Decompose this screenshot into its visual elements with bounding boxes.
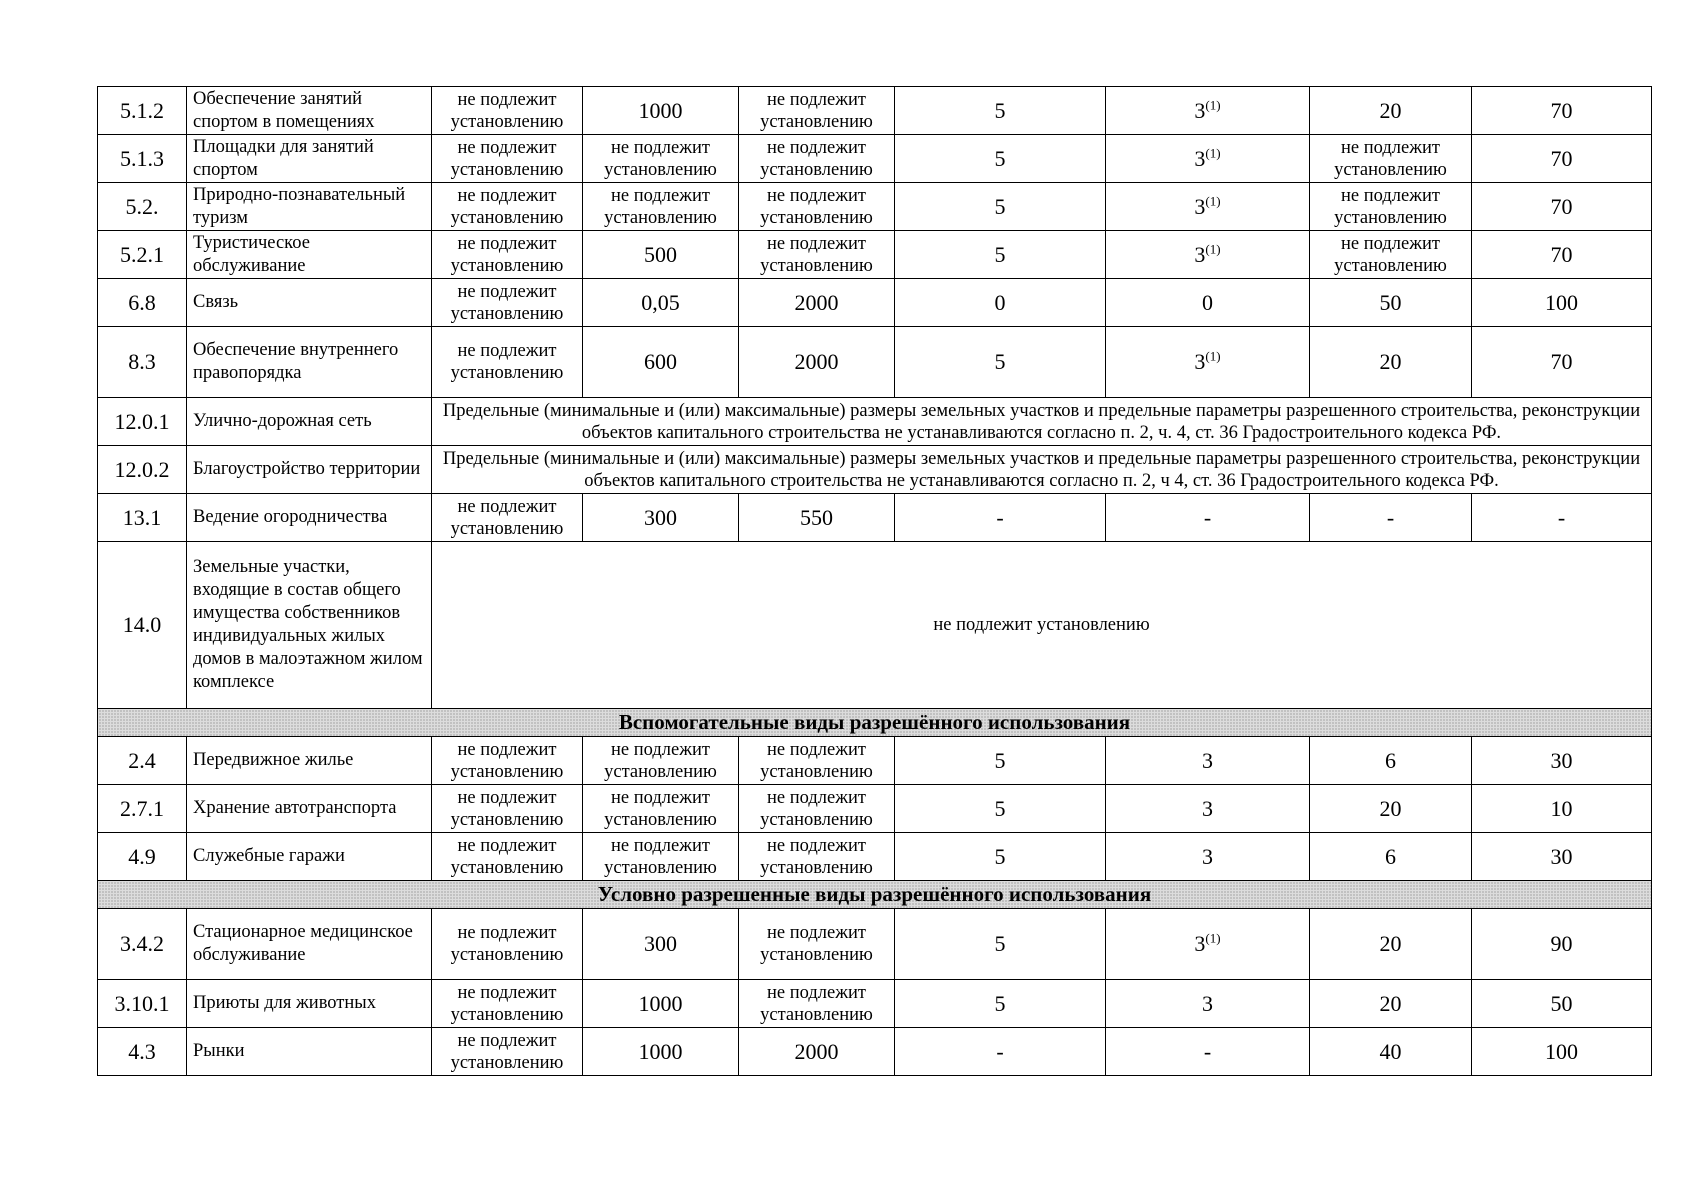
param-cell-7 — [1106, 279, 1310, 327]
param-cell-9: 50 — [1472, 980, 1652, 1028]
param-cell-3: не подлежит установлению — [432, 327, 583, 398]
param-cell-4: 1000 — [583, 980, 739, 1028]
param-cell-3: не подлежит установлению — [432, 183, 583, 231]
row-name-cell: Передвижное жилье — [187, 737, 432, 785]
param-cell-5: не подлежит установлению — [739, 980, 895, 1028]
table-row — [98, 909, 1652, 980]
param-cell-8: 20 — [1310, 87, 1472, 135]
param-cell-4: 600 — [583, 327, 739, 398]
param-cell-7 — [1106, 909, 1310, 980]
param-cell-5: не подлежит установлению — [739, 231, 895, 279]
param-cell-9: 90 — [1472, 909, 1652, 980]
row-name-cell: Хранение автотранспорта — [187, 785, 432, 833]
param-cell-6: 5 — [895, 231, 1106, 279]
param-cell-8: 20 — [1310, 909, 1472, 980]
param-value: - — [1203, 504, 1212, 530]
param-cell-9: 10 — [1472, 785, 1652, 833]
param-value: 0 — [1202, 289, 1213, 315]
param-cell-8: 6 — [1310, 737, 1472, 785]
param-cell-5: не подлежит установлению — [739, 909, 895, 980]
param-cell-4: 300 — [583, 494, 739, 542]
param-cell-8: 20 — [1310, 785, 1472, 833]
table-row — [98, 135, 1652, 183]
param-cell-6: 5 — [895, 785, 1106, 833]
param-cell-6: 0 — [895, 279, 1106, 327]
footnote-marker: (1) — [1205, 930, 1221, 946]
param-value: 3 — [1194, 349, 1206, 374]
param-cell-3: не подлежит установлению — [432, 909, 583, 980]
table-row — [98, 279, 1652, 327]
param-cell-8: - — [1310, 494, 1472, 542]
row-name-cell: Стационарное медицинское обслуживание — [187, 909, 432, 980]
row-name-cell: Служебные гаражи — [187, 833, 432, 881]
param-value: 3 — [1194, 145, 1206, 171]
table-row — [98, 833, 1652, 881]
param-value: 3 — [1194, 97, 1206, 123]
param-value: 3 — [1202, 990, 1213, 1016]
param-cell-9: 100 — [1472, 1028, 1652, 1076]
param-value: 3 — [1194, 931, 1206, 956]
param-cell-6: 5 — [895, 135, 1106, 183]
param-value: - — [1203, 1038, 1212, 1064]
section-header-auxiliary — [98, 709, 1652, 737]
param-cell-4: 1000 — [583, 87, 739, 135]
row-code-cell: 6.8 — [98, 279, 187, 327]
param-cell-4: 500 — [583, 231, 739, 279]
param-value: 3 — [1202, 795, 1213, 821]
param-cell-6: 5 — [895, 183, 1106, 231]
param-cell-8: 50 — [1310, 279, 1472, 327]
row-code-cell: 8.3 — [98, 327, 187, 398]
row-name-cell: Ведение огородничества — [187, 494, 432, 542]
table-row — [98, 327, 1652, 398]
param-value: 3 — [1202, 843, 1213, 869]
param-cell-4: 1000 — [583, 1028, 739, 1076]
param-cell-9: 70 — [1472, 183, 1652, 231]
row-name-cell: Благоустройство территории — [187, 446, 432, 494]
param-cell-6: 5 — [895, 909, 1106, 980]
param-cell-9: 100 — [1472, 279, 1652, 327]
param-cell-9: 30 — [1472, 833, 1652, 881]
param-cell-6: 5 — [895, 980, 1106, 1028]
table-row — [98, 231, 1652, 279]
param-cell-9: 70 — [1472, 231, 1652, 279]
row-code-cell: 3.4.2 — [98, 909, 187, 980]
param-cell-6: 5 — [895, 327, 1106, 398]
row-code-cell: 12.0.1 — [98, 398, 187, 446]
param-cell-5: не подлежит установлению — [739, 87, 895, 135]
param-cell-7 — [1106, 183, 1310, 231]
param-cell-7 — [1106, 785, 1310, 833]
table-row — [98, 737, 1652, 785]
section-title: Условно разрешенные виды разрешённого использования — [98, 881, 1652, 909]
param-cell-8: 20 — [1310, 980, 1472, 1028]
param-cell-4: не подлежит установлению — [583, 737, 739, 785]
param-cell-3: не подлежит установлению — [432, 980, 583, 1028]
param-cell-3: не подлежит установлению — [432, 494, 583, 542]
param-cell-6: 5 — [895, 737, 1106, 785]
footnote-marker: (1) — [1205, 348, 1221, 364]
param-cell-7 — [1106, 833, 1310, 881]
param-cell-5: 2000 — [739, 327, 895, 398]
param-cell-7 — [1106, 87, 1310, 135]
param-cell-6: 5 — [895, 833, 1106, 881]
row-name-cell: Обеспечение занятий спортом в помещениях — [187, 87, 432, 135]
footnote-marker: (1) — [1205, 241, 1221, 257]
param-cell-4: не подлежит установлению — [583, 135, 739, 183]
regulations-table — [97, 86, 1652, 1076]
row-name-cell: Туристическое обслуживание — [187, 231, 432, 279]
param-cell-9: 70 — [1472, 135, 1652, 183]
row-name-cell: Приюты для животных — [187, 980, 432, 1028]
table-row — [98, 785, 1652, 833]
param-cell-5: не подлежит установлению — [739, 183, 895, 231]
param-cell-6: - — [895, 1028, 1106, 1076]
param-cell-8: 20 — [1310, 327, 1472, 398]
param-cell-3: не подлежит установлению — [432, 135, 583, 183]
table-row — [98, 980, 1652, 1028]
param-cell-8: не подлежит установлению — [1310, 135, 1472, 183]
footnote-marker: (1) — [1205, 193, 1221, 209]
param-value: 3 — [1202, 747, 1213, 773]
param-cell-4: 0,05 — [583, 279, 739, 327]
param-cell-8: 6 — [1310, 833, 1472, 881]
param-cell-3: не подлежит установлению — [432, 231, 583, 279]
param-cell-3: не подлежит установлению — [432, 737, 583, 785]
param-cell-3: не подлежит установлению — [432, 87, 583, 135]
param-cell-4: не подлежит установлению — [583, 183, 739, 231]
row-code-cell: 5.1.3 — [98, 135, 187, 183]
table-body — [98, 87, 1652, 1076]
param-cell-5: не подлежит установлению — [739, 737, 895, 785]
row-code-cell: 13.1 — [98, 494, 187, 542]
merged-note-cell: Предельные (минимальные и (или) максимальные) размеры земельных участков и предельные параметры разрешенного строительства, реконструкции объектов капитального строительства не устанавливаются согласно п. 2, ч 4, ст. 36 Градостроительного кодекса РФ. — [432, 446, 1652, 494]
param-cell-7 — [1106, 231, 1310, 279]
row-code-cell: 5.1.2 — [98, 87, 187, 135]
param-cell-3: не подлежит установлению — [432, 833, 583, 881]
row-code-cell: 4.9 — [98, 833, 187, 881]
param-cell-9: 30 — [1472, 737, 1652, 785]
param-cell-6: 5 — [895, 87, 1106, 135]
row-code-cell: 12.0.2 — [98, 446, 187, 494]
table-row — [98, 87, 1652, 135]
param-cell-9: 70 — [1472, 87, 1652, 135]
row-code-cell: 5.2. — [98, 183, 187, 231]
table-row — [98, 183, 1652, 231]
table-row — [98, 494, 1652, 542]
footnote-marker: (1) — [1205, 97, 1221, 113]
param-cell-4: не подлежит установлению — [583, 833, 739, 881]
row-code-cell: 3.10.1 — [98, 980, 187, 1028]
row-code-cell: 5.2.1 — [98, 231, 187, 279]
merged-note-cell: Предельные (минимальные и (или) максимальные) размеры земельных участков и предельные параметры разрешенного строительства, реконструкции объектов капитального строительства не устанавливаются согласно п. 2, ч. 4, ст. 36 Градостроительного кодекса РФ. — [432, 398, 1652, 446]
merged-note-cell: не подлежит установлению — [432, 542, 1652, 709]
row-name-cell: Улично-дорожная сеть — [187, 398, 432, 446]
param-cell-5: 2000 — [739, 1028, 895, 1076]
row-name-cell: Земельные участки, входящие в состав общего имущества собственников индивидуальных жилых домов в малоэтажном жилом комплексе — [187, 542, 432, 709]
param-cell-3: не подлежит установлению — [432, 1028, 583, 1076]
param-cell-4: не подлежит установлению — [583, 785, 739, 833]
footnote-marker: (1) — [1205, 145, 1221, 161]
param-cell-8: 40 — [1310, 1028, 1472, 1076]
param-cell-5: 550 — [739, 494, 895, 542]
param-value: 3 — [1194, 193, 1206, 219]
param-cell-3: не подлежит установлению — [432, 785, 583, 833]
param-cell-7 — [1106, 1028, 1310, 1076]
section-title: Вспомогательные виды разрешённого использования — [98, 709, 1652, 737]
param-cell-6: - — [895, 494, 1106, 542]
param-cell-5: не подлежит установлению — [739, 135, 895, 183]
table-row — [98, 1028, 1652, 1076]
param-cell-7 — [1106, 737, 1310, 785]
row-name-cell: Площадки для занятий спортом — [187, 135, 432, 183]
table-row — [98, 542, 1652, 709]
table-row — [98, 398, 1652, 446]
param-cell-8: не подлежит установлению — [1310, 183, 1472, 231]
row-code-cell: 14.0 — [98, 542, 187, 709]
param-cell-7 — [1106, 980, 1310, 1028]
param-cell-7 — [1106, 327, 1310, 398]
param-cell-3: не подлежит установлению — [432, 279, 583, 327]
param-cell-4: 300 — [583, 909, 739, 980]
param-cell-5: не подлежит установлению — [739, 833, 895, 881]
row-code-cell: 2.4 — [98, 737, 187, 785]
row-name-cell: Природно-познавательный туризм — [187, 183, 432, 231]
table-row — [98, 446, 1652, 494]
param-cell-9: - — [1472, 494, 1652, 542]
param-cell-7 — [1106, 494, 1310, 542]
param-value: 3 — [1194, 241, 1206, 267]
param-cell-9: 70 — [1472, 327, 1652, 398]
param-cell-7 — [1106, 135, 1310, 183]
row-name-cell: Рынки — [187, 1028, 432, 1076]
section-header-conditional — [98, 881, 1652, 909]
param-cell-5: не подлежит установлению — [739, 785, 895, 833]
row-name-cell: Связь — [187, 279, 432, 327]
param-cell-5: 2000 — [739, 279, 895, 327]
row-name-cell: Обеспечение внутреннего правопорядка — [187, 327, 432, 398]
row-code-cell: 4.3 — [98, 1028, 187, 1076]
row-code-cell: 2.7.1 — [98, 785, 187, 833]
param-cell-8: не подлежит установлению — [1310, 231, 1472, 279]
